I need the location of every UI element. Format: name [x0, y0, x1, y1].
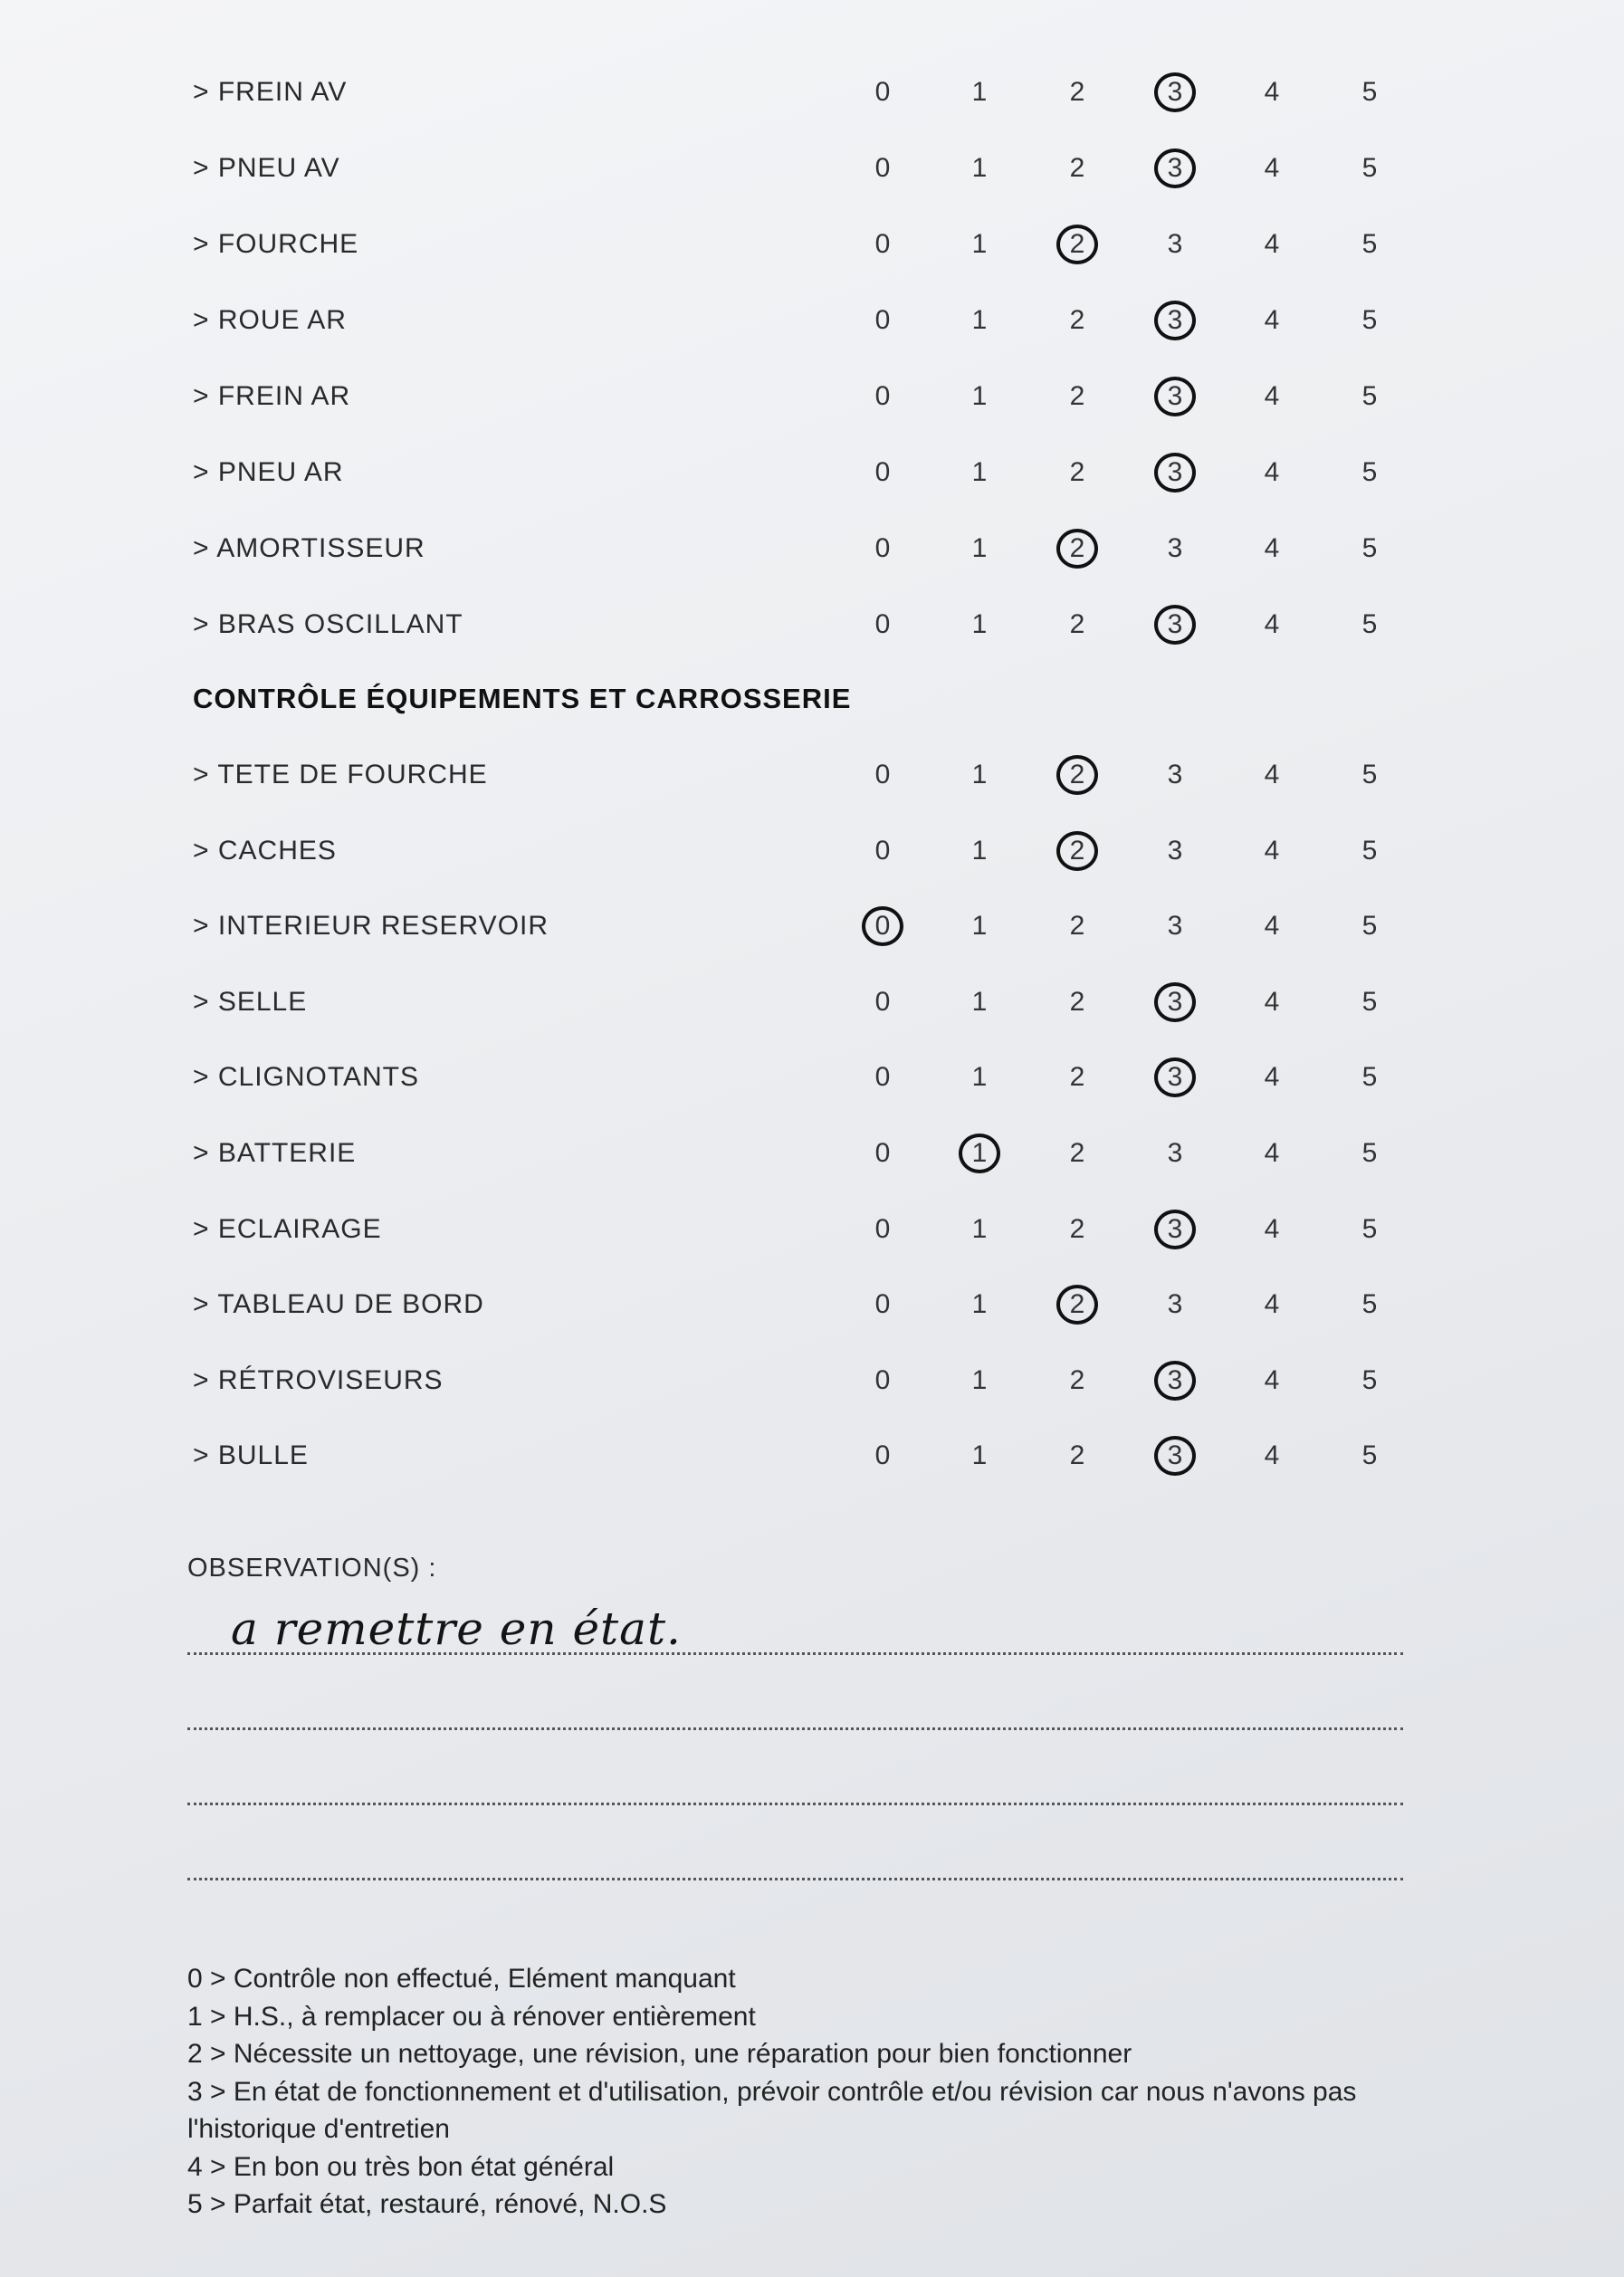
rating-option-selected[interactable]: 0 [865, 899, 901, 953]
rating-option[interactable]: 5 [1361, 1138, 1378, 1168]
rating-option[interactable]: 5 [1361, 305, 1378, 335]
observation-line [187, 1727, 1403, 1730]
rating-option[interactable]: 1 [971, 381, 988, 411]
rating-row [0, 975, 1624, 1029]
rating-row-label: > BATTERIE [193, 1138, 357, 1168]
rating-option[interactable]: 2 [1069, 1440, 1085, 1471]
rating-row [0, 1277, 1624, 1332]
rating-row [0, 445, 1624, 500]
handwritten-observation: a remettre en état. [231, 1603, 682, 1655]
rating-option[interactable]: 1 [971, 533, 988, 563]
rating-option[interactable]: 5 [1361, 609, 1378, 639]
rating-row-label: > TABLEAU DE BORD [193, 1289, 484, 1320]
rating-option[interactable]: 1 [971, 1213, 988, 1244]
observations-label: OBSERVATION(S) : [187, 1554, 437, 1583]
rating-option[interactable]: 2 [1069, 457, 1085, 487]
rating-option[interactable]: 4 [1264, 1289, 1280, 1320]
rating-option[interactable]: 0 [874, 1289, 891, 1320]
rating-option[interactable]: 4 [1264, 1213, 1280, 1244]
rating-row [0, 1429, 1624, 1483]
rating-row [0, 1202, 1624, 1257]
rating-option[interactable]: 4 [1264, 305, 1280, 335]
rating-option[interactable]: 3 [1167, 835, 1183, 866]
rating-option[interactable]: 0 [874, 609, 891, 639]
rating-option-selected[interactable]: 2 [1059, 521, 1095, 576]
rating-option-selected[interactable]: 3 [1157, 369, 1193, 424]
rating-row [0, 824, 1624, 878]
rating-row [0, 217, 1624, 272]
rating-option[interactable]: 4 [1264, 835, 1280, 866]
rating-option[interactable]: 0 [874, 1213, 891, 1244]
rating-option[interactable]: 1 [971, 1289, 988, 1320]
rating-option[interactable]: 3 [1167, 1138, 1183, 1168]
rating-option[interactable]: 1 [971, 986, 988, 1017]
rating-option[interactable]: 4 [1264, 381, 1280, 411]
rating-option-selected[interactable]: 3 [1157, 141, 1193, 196]
rating-option[interactable]: 5 [1361, 1062, 1378, 1093]
rating-option-selected[interactable]: 3 [1157, 1429, 1193, 1483]
rating-row-label: > TETE DE FOURCHE [193, 760, 488, 789]
rating-option[interactable]: 1 [971, 835, 988, 866]
rating-row [0, 899, 1624, 953]
rating-option-selected[interactable]: 3 [1157, 65, 1193, 120]
rating-option-selected[interactable]: 3 [1157, 598, 1193, 652]
rating-option[interactable]: 0 [874, 986, 891, 1017]
rating-option-selected[interactable]: 2 [1059, 748, 1095, 802]
observation-line [187, 1803, 1403, 1805]
rating-row [0, 748, 1624, 802]
rating-row-label: > CLIGNOTANTS [193, 1062, 419, 1093]
rating-option-selected[interactable]: 3 [1157, 975, 1193, 1029]
rating-option[interactable]: 1 [971, 1364, 988, 1395]
rating-option-selected[interactable]: 3 [1157, 1050, 1193, 1105]
rating-option[interactable]: 4 [1264, 1062, 1280, 1093]
rating-option[interactable]: 4 [1264, 1364, 1280, 1395]
rating-row [0, 598, 1624, 652]
rating-option[interactable]: 0 [874, 760, 891, 789]
rating-option[interactable]: 4 [1264, 1138, 1280, 1168]
rating-option-selected[interactable]: 3 [1157, 445, 1193, 500]
rating-option-selected[interactable]: 3 [1157, 293, 1193, 348]
rating-option[interactable]: 2 [1069, 1138, 1085, 1168]
legend-line-4: 4 > En bon ou très bon état général [187, 2151, 615, 2182]
legend-line-5: 5 > Parfait état, restauré, rénové, N.O.S [187, 2189, 667, 2219]
rating-row [0, 1354, 1624, 1408]
rating-option-selected[interactable]: 1 [961, 1126, 998, 1181]
rating-row-label: > ROUE AR [193, 305, 347, 335]
rating-option[interactable]: 5 [1361, 77, 1378, 107]
rating-row [0, 369, 1624, 424]
rating-row-label: > PNEU AR [193, 457, 344, 487]
rating-option[interactable]: 2 [1069, 1213, 1085, 1244]
rating-option[interactable]: 0 [874, 305, 891, 335]
rating-option[interactable]: 2 [1069, 609, 1085, 639]
rating-option[interactable]: 4 [1264, 911, 1280, 942]
rating-option[interactable]: 0 [874, 1062, 891, 1093]
rating-row [0, 65, 1624, 120]
rating-row [0, 141, 1624, 196]
legend-line-2: 2 > Nécessite un nettoyage, une révision, une réparation pour bien fonctionner [187, 2039, 1132, 2069]
rating-option[interactable]: 2 [1069, 77, 1085, 107]
rating-option[interactable]: 5 [1361, 911, 1378, 942]
rating-option[interactable]: 2 [1069, 911, 1085, 942]
rating-option-selected[interactable]: 2 [1059, 824, 1095, 878]
legend-line-1: 1 > H.S., à remplacer ou à rénover entièrement [187, 2001, 756, 2032]
rating-option[interactable]: 5 [1361, 760, 1378, 789]
rating-option[interactable]: 3 [1167, 911, 1183, 942]
rating-option[interactable]: 0 [874, 835, 891, 866]
rating-option[interactable]: 4 [1264, 153, 1280, 183]
rating-row-label: > BRAS OSCILLANT [193, 609, 463, 639]
rating-option[interactable]: 0 [874, 229, 891, 259]
rating-option[interactable]: 0 [874, 1364, 891, 1395]
rating-option[interactable]: 1 [971, 1440, 988, 1471]
rating-option[interactable]: 0 [874, 533, 891, 563]
rating-row [0, 1126, 1624, 1181]
rating-option[interactable]: 4 [1264, 609, 1280, 639]
rating-row-label: > FOURCHE [193, 229, 359, 259]
rating-option[interactable]: 5 [1361, 153, 1378, 183]
observation-line [187, 1652, 1403, 1655]
legend-line-3: 3 > En état de fonctionnement et d'utilisation, prévoir contrôle et/ou révision car nous n'avons pas l'historique d'entretien [187, 2076, 1357, 2144]
rating-option[interactable]: 4 [1264, 986, 1280, 1017]
rating-option[interactable]: 3 [1167, 229, 1183, 259]
rating-option[interactable]: 0 [874, 381, 891, 411]
rating-option[interactable]: 4 [1264, 457, 1280, 487]
rating-option[interactable]: 1 [971, 911, 988, 942]
rating-option[interactable]: 1 [971, 457, 988, 487]
rating-option[interactable]: 5 [1361, 1440, 1378, 1471]
rating-row-label: > AMORTISSEUR [193, 533, 425, 563]
rating-option[interactable]: 4 [1264, 760, 1280, 789]
rating-option[interactable]: 4 [1264, 77, 1280, 107]
rating-option[interactable]: 2 [1069, 1364, 1085, 1395]
rating-option[interactable]: 2 [1069, 381, 1085, 411]
rating-option[interactable]: 1 [971, 760, 988, 789]
legend-line-0: 0 > Contrôle non effectué, Elément manquant [187, 1964, 736, 1994]
observation-line [187, 1878, 1403, 1880]
rating-option[interactable]: 0 [874, 1138, 891, 1168]
rating-row-label: > BULLE [193, 1440, 309, 1471]
rating-option[interactable]: 5 [1361, 1364, 1378, 1395]
rating-option[interactable]: 2 [1069, 305, 1085, 335]
rating-option[interactable]: 5 [1361, 1289, 1378, 1320]
rating-option[interactable]: 0 [874, 77, 891, 107]
rating-option-selected[interactable]: 3 [1157, 1202, 1193, 1257]
rating-row-label: > PNEU AV [193, 153, 340, 183]
rating-row-label: > SELLE [193, 986, 308, 1017]
rating-row-label: > INTERIEUR RESERVOIR [193, 911, 549, 942]
rating-option[interactable]: 5 [1361, 986, 1378, 1017]
rating-option[interactable]: 5 [1361, 1213, 1378, 1244]
rating-option[interactable]: 2 [1069, 1062, 1085, 1093]
rating-option[interactable]: 3 [1167, 760, 1183, 789]
rating-option[interactable]: 3 [1167, 1289, 1183, 1320]
rating-option[interactable]: 5 [1361, 381, 1378, 411]
rating-row [0, 293, 1624, 348]
rating-option-selected[interactable]: 2 [1059, 217, 1095, 272]
rating-option[interactable]: 0 [874, 1440, 891, 1471]
rating-row-label: > CACHES [193, 835, 337, 866]
rating-option[interactable]: 0 [874, 153, 891, 183]
rating-option[interactable]: 4 [1264, 533, 1280, 563]
rating-option[interactable]: 5 [1361, 533, 1378, 563]
rating-row-label: > RÉTROVISEURS [193, 1364, 444, 1395]
rating-option[interactable]: 2 [1069, 153, 1085, 183]
rating-option[interactable]: 1 [971, 1062, 988, 1093]
section-title: CONTRÔLE ÉQUIPEMENTS ET CARROSSERIE [193, 683, 852, 714]
rating-option[interactable]: 2 [1069, 986, 1085, 1017]
rating-option[interactable]: 1 [971, 153, 988, 183]
rating-option[interactable]: 5 [1361, 457, 1378, 487]
rating-row-label: > FREIN AR [193, 381, 351, 411]
rating-option[interactable]: 1 [971, 609, 988, 639]
rating-option[interactable]: 1 [971, 229, 988, 259]
rating-option[interactable]: 0 [874, 457, 891, 487]
rating-row-label: > ECLAIRAGE [193, 1213, 382, 1244]
rating-option[interactable]: 4 [1264, 229, 1280, 259]
rating-option[interactable]: 1 [971, 77, 988, 107]
rating-legend [187, 1960, 1455, 2224]
rating-row [0, 1050, 1624, 1105]
rating-option-selected[interactable]: 2 [1059, 1277, 1095, 1332]
rating-option[interactable]: 5 [1361, 229, 1378, 259]
rating-option[interactable]: 1 [971, 305, 988, 335]
rating-row-label: > FREIN AV [193, 77, 348, 107]
rating-row [0, 521, 1624, 576]
rating-option[interactable]: 4 [1264, 1440, 1280, 1471]
rating-option[interactable]: 5 [1361, 835, 1378, 866]
rating-option-selected[interactable]: 3 [1157, 1354, 1193, 1408]
rating-option[interactable]: 3 [1167, 533, 1183, 563]
